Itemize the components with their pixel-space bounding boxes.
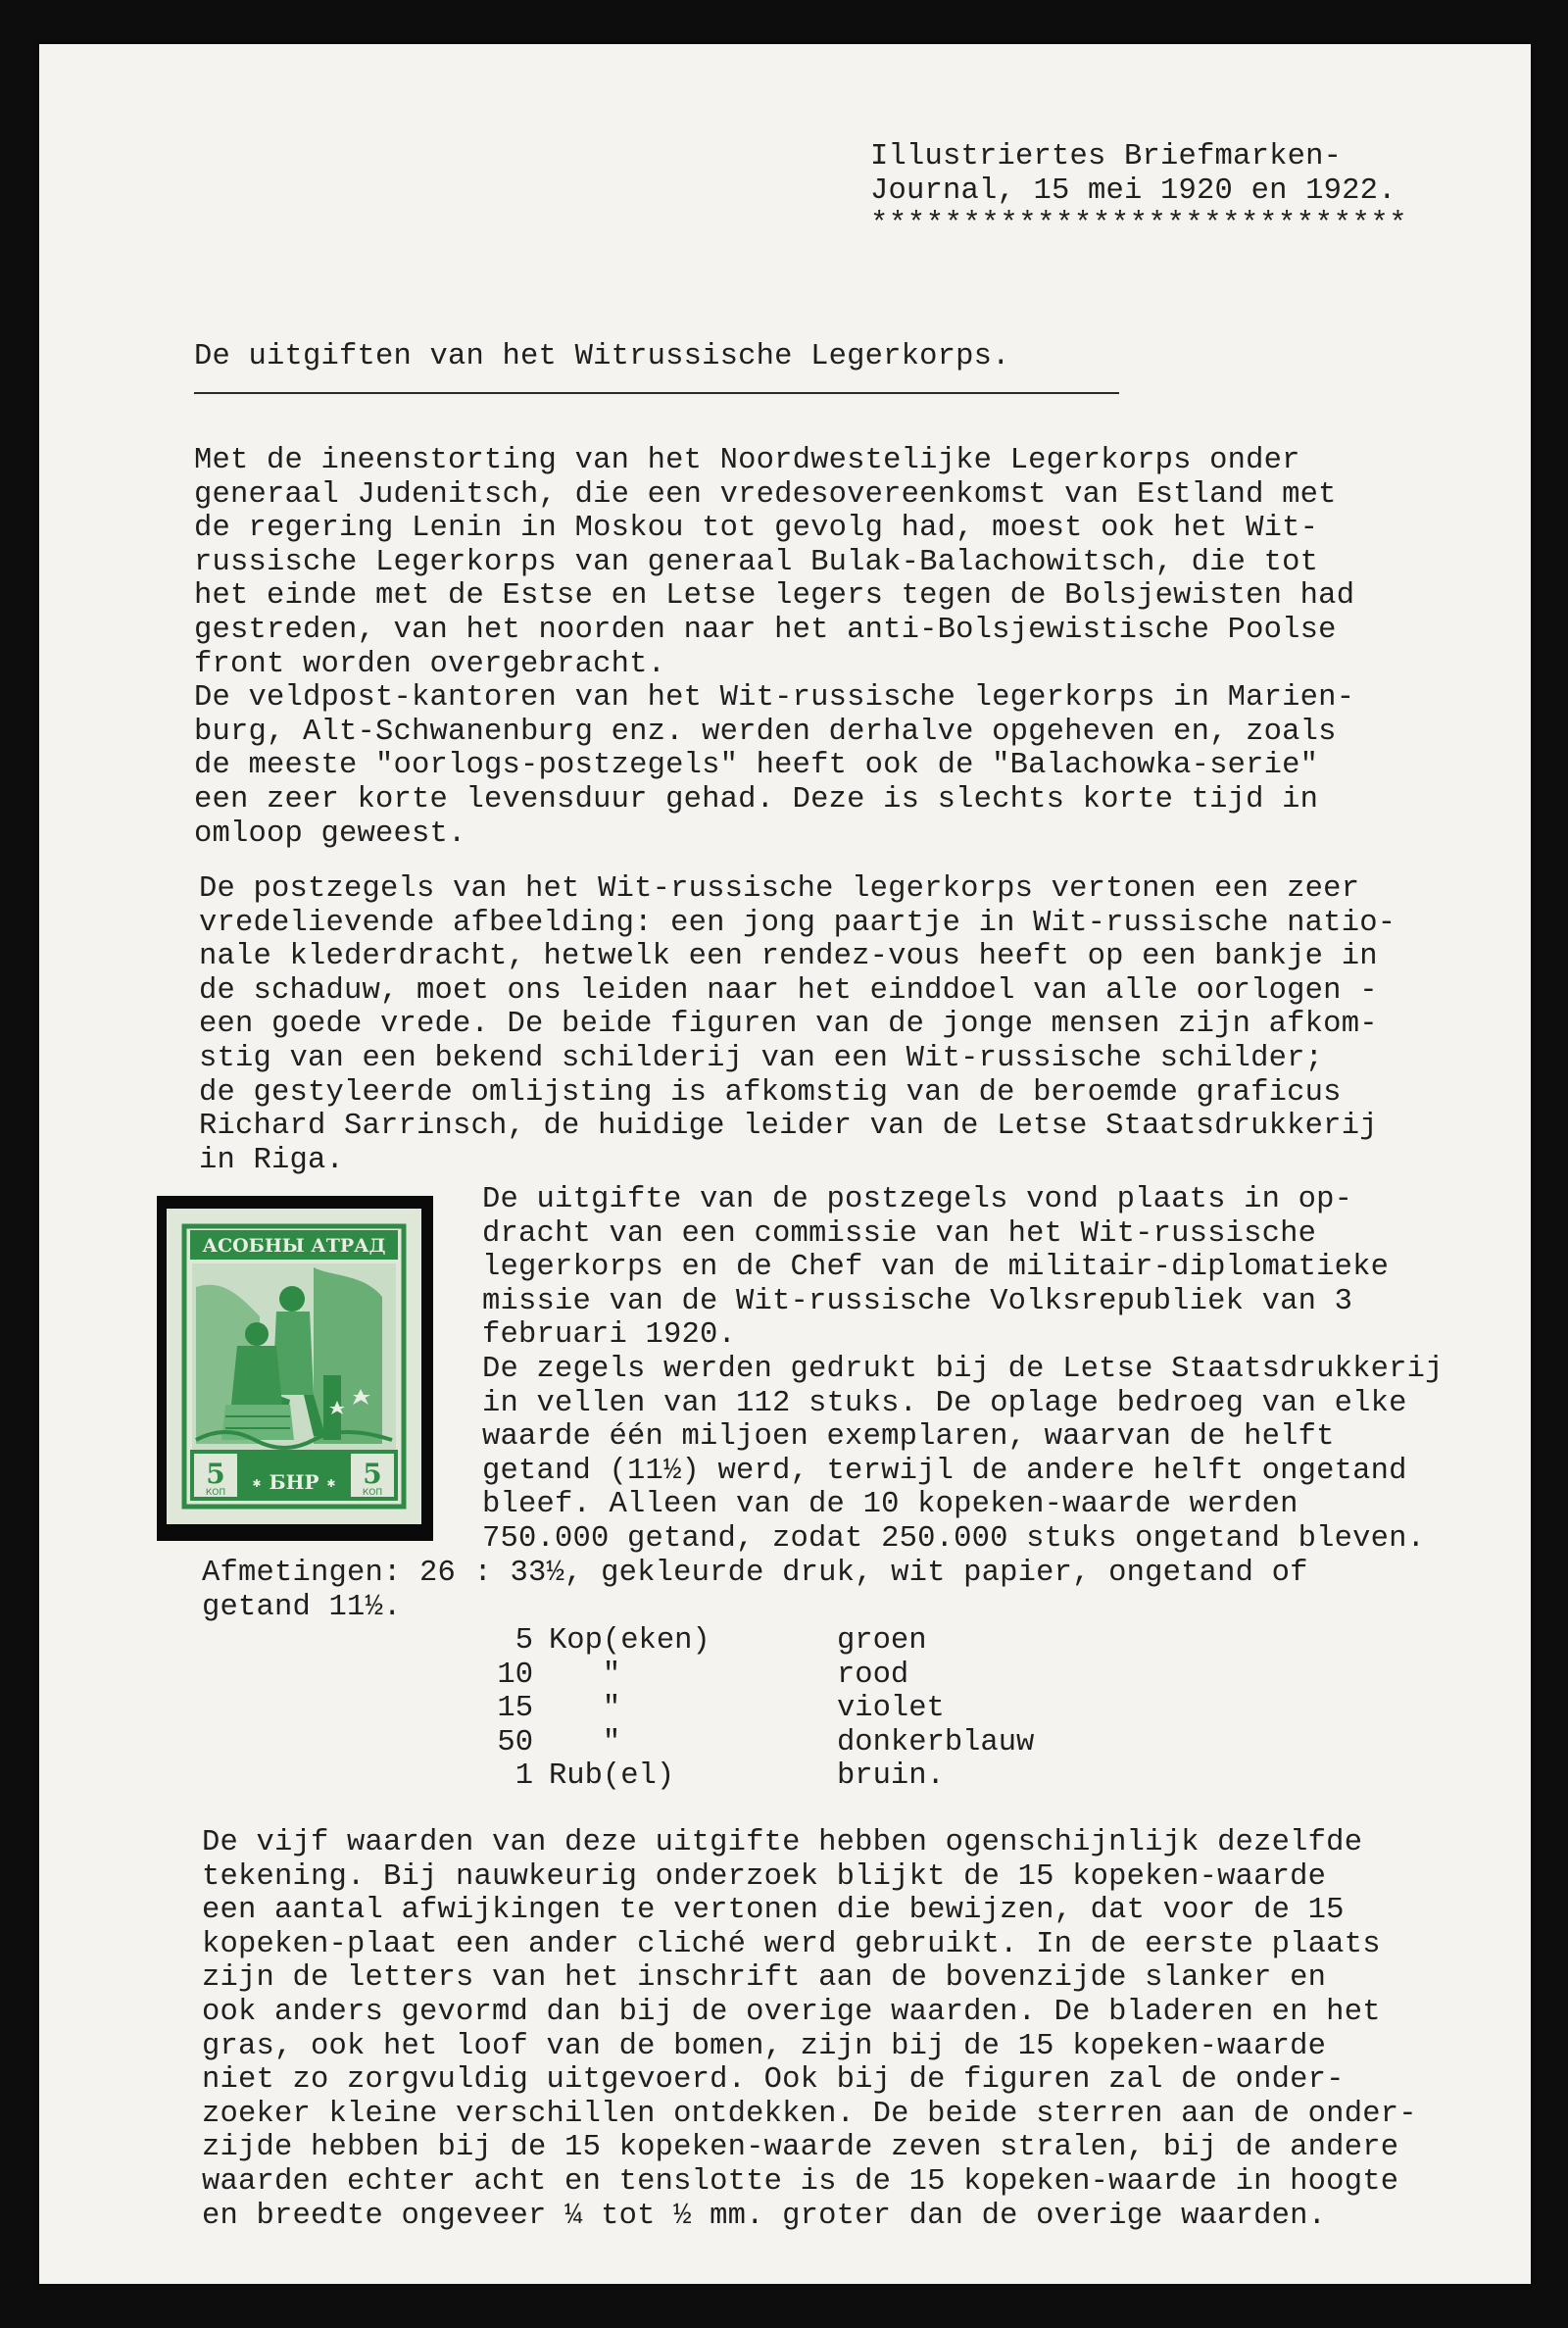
text-line: De vijf waarden van deze uitgifte hebben ogenschijnlijk dezelfde xyxy=(202,1826,1363,1859)
text-line: De uitgifte van de postzegels vond plaats in op- xyxy=(482,1183,1353,1216)
text-line: De veldpost-kantoren van het Wit-russische legerkorps in Marien- xyxy=(194,681,1355,716)
source-reference xyxy=(870,140,1407,242)
text-line: De zegels werden gedrukt bij de Letse Staatsdrukkerij xyxy=(482,1352,1444,1386)
value-cell: 15 xyxy=(497,1692,533,1726)
stamp-bottom-inscription: БНР xyxy=(269,1470,319,1494)
text-line: omloop geweest. xyxy=(194,817,466,851)
text-line: zijn de letters van het inschrift aan de bovenzijde slanker en xyxy=(202,1961,1327,1996)
star-right-icon: ✱ xyxy=(326,1476,336,1492)
unit-cell: " xyxy=(549,1692,621,1726)
text-line: Richard Sarrinsch, de huidige leider van de Letse Staatsdrukkerij xyxy=(199,1110,1378,1144)
text-line: zijde hebben bij de 15 kopeken-waarde zeven stralen, bij de andere xyxy=(202,2131,1399,2165)
stamp-value-left: 5 xyxy=(206,1458,225,1490)
text-line: ook anders gevormd dan bij de overige waarden. De bladeren en het xyxy=(202,1995,1381,2029)
paragraph-dimensions xyxy=(202,1557,1308,1624)
text-line: Afmetingen: 26 : 33½, gekleurde druk, wit papier, ongetand of xyxy=(202,1557,1308,1590)
text-line: bleef. Alleen van de 10 kopeken-waarde werden xyxy=(482,1488,1298,1522)
text-line: De postzegels van het Wit-russische legerkorps vertonen een zeer xyxy=(199,872,1360,906)
value-cell: 50 xyxy=(497,1725,533,1759)
stamp-value-right: 5 xyxy=(363,1458,382,1490)
unit-cell: Rub(el) xyxy=(549,1759,675,1794)
text-line: niet zo zorgvuldig uitgevoerd. Ook bij de figuren zal de onder- xyxy=(202,2063,1345,2098)
text-line: legerkorps en de Chef van de militair-diplomatieke xyxy=(482,1251,1390,1285)
stamp-mount xyxy=(157,1196,433,1541)
text-line: 750.000 getand, zodat 250.000 stuks ongetand bleven. xyxy=(482,1521,1426,1556)
paragraph-varieties xyxy=(202,1826,1417,2233)
text-line: stig van een bekend schilderij van een Wit-russische schilder; xyxy=(199,1041,1324,1075)
text-line: vredelievende afbeelding: een jong paartje in Wit-russische natio- xyxy=(199,906,1396,940)
text-line: front worden overgebracht. xyxy=(194,647,666,681)
unit-cell: " xyxy=(549,1658,621,1692)
paragraph-history xyxy=(194,444,1354,851)
text-line: dracht van een commissie van het Wit-russische xyxy=(482,1216,1317,1251)
stamp-illustration xyxy=(167,1209,421,1524)
value-cell: 10 xyxy=(497,1658,533,1692)
text-line: nale klederdracht, hetwelk een rendez-vous heeft op een bankje in xyxy=(199,940,1378,974)
stamp-top-inscription: АСОБНЫ АТРАД xyxy=(202,1235,386,1257)
text-line: en breedte ongeveer ¼ tot ½ mm. groter dan de overige waarden. xyxy=(202,2199,1327,2233)
text-line: tekening. Bij nauwkeurig onderzoek blijkt de 15 kopeken-waarde xyxy=(202,1859,1327,1894)
star-left-icon: ✱ xyxy=(252,1476,262,1492)
text-line: het einde met de Estse en Letse legers tegen de Bolsjewisten had xyxy=(194,579,1355,614)
value-cell: 1 xyxy=(514,1759,533,1794)
text-line: waarden echter acht en tenslotte is de 15 kopeken-waarde in hoogte xyxy=(202,2164,1399,2199)
text-line: de gestyleerde omlijsting is afkomstig van de beroemde graficus xyxy=(199,1075,1342,1110)
text-line: de schaduw, moet ons leiden naar het einddoel van alle oorlogen - xyxy=(199,973,1378,1008)
text-line: gras, ook het loof van de bomen, zijn bij de 15 kopeken-waarde xyxy=(202,2029,1327,2063)
text-line: een zeer korte levensduur gehad. Deze is slechts korte tijd in xyxy=(194,782,1319,817)
text-line: in vellen van 112 stuks. De oplage bedroeg van elke xyxy=(482,1386,1407,1420)
text-line: de meeste "oorlogs-postzegels" heeft ook de "Balachowka-serie" xyxy=(194,749,1319,783)
color-cell: rood xyxy=(837,1658,909,1692)
title-underline xyxy=(194,392,1119,394)
text-line: getand 11½. xyxy=(202,1590,402,1624)
text-line: februari 1920. xyxy=(482,1318,737,1353)
stamp-currency-right: КОП xyxy=(362,1488,383,1498)
text-line: een aantal afwijkingen te vertonen die bewijzen, dat voor de 15 xyxy=(202,1894,1345,1928)
text-line: Met de ineenstorting van het Noordwestelijke Legerkorps onder xyxy=(194,444,1300,477)
text-line: een goede vrede. De beide figuren van de jonge mensen zijn afkom- xyxy=(199,1008,1378,1042)
unit-cell: " xyxy=(549,1725,621,1759)
text-line: waarde één miljoen exemplaren, waarvan de helft xyxy=(482,1420,1335,1455)
text-line: zoeker kleine verschillen ontdekken. De beide sterren aan de onder- xyxy=(202,2097,1417,2131)
color-cell: bruin. xyxy=(837,1759,945,1794)
album-page xyxy=(39,44,1531,2284)
color-cell: donkerblauw xyxy=(837,1725,1035,1759)
color-cell: groen xyxy=(837,1624,927,1658)
text-line: in Riga. xyxy=(199,1143,345,1177)
text-line: kopeken-plaat een ander cliché werd gebruikt. In de eerste plaats xyxy=(202,1927,1381,1961)
text-line: burg, Alt-Schwanenburg enz. werden derhalve opgeheven en, zoals xyxy=(194,715,1337,749)
source-line-2: Journal, 15 mei 1920 en 1922. xyxy=(870,173,1396,208)
unit-cell: Kop(eken) xyxy=(549,1624,710,1658)
text-line: missie van de Wit-russische Volksrepubliek van 3 xyxy=(482,1284,1353,1318)
color-cell: violet xyxy=(837,1692,945,1726)
stamp-currency-left: КОП xyxy=(205,1488,226,1498)
asterisk-divider: ***************************** xyxy=(870,208,1408,242)
value-cell: 5 xyxy=(514,1624,533,1658)
text-line: gestreden, van het noorden naar het anti-Bolsjewistische Poolse xyxy=(194,613,1337,647)
stamp-image xyxy=(167,1209,421,1524)
text-line: generaal Judenitsch, die een vredesovereenkomst van Estland met xyxy=(194,477,1337,512)
paragraph-issue xyxy=(482,1183,1444,1557)
text-line: de regering Lenin in Moskou tot gevolg had, moest ook het Wit- xyxy=(194,512,1319,546)
text-line: getand (11½) werd, terwijl de andere helft ongetand xyxy=(482,1454,1407,1488)
paragraph-design xyxy=(199,872,1396,1177)
source-line-1: Illustriertes Briefmarken- xyxy=(870,140,1343,173)
text-line: russische Legerkorps van generaal Bulak-Balachowitsch, die tot xyxy=(194,545,1319,579)
page-title: De uitgiften van het Witrussische Legerkorps. xyxy=(194,340,1010,373)
